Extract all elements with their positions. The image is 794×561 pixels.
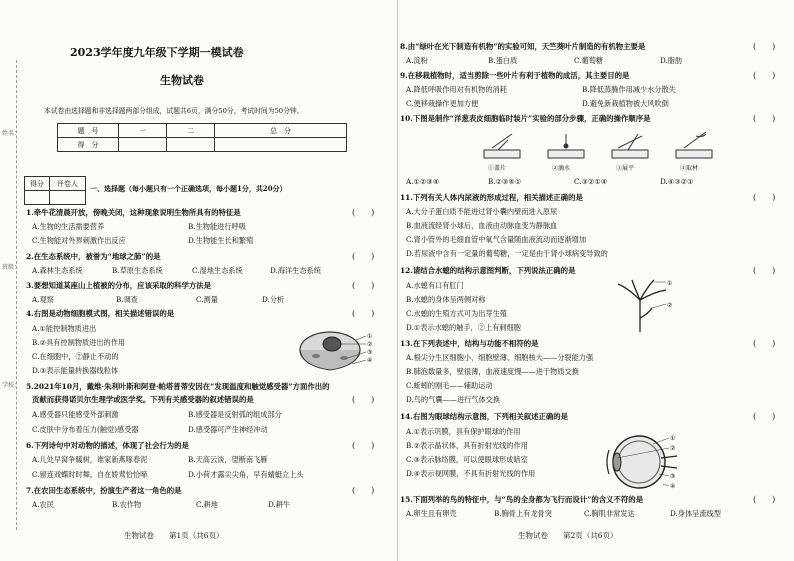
question-8-stem: 8.由“绿叶在光下制造有机物”的实验可知，天竺葵叶片制造的有机物主要是 (400, 42, 646, 51)
question-10-stem: 10.下图是制作“洋葱表皮细胞临时装片”实验的部分步骤，正确的操作顺序是 (400, 114, 651, 123)
answer-blank-12[interactable]: ( ) (753, 266, 776, 275)
score-header-total: 总 分 (215, 124, 347, 138)
score-cell-part1 (119, 138, 167, 152)
answer-blank-1[interactable]: ( ) (352, 208, 375, 217)
q4-option-d: D.③表示能量转换器线粒体 (32, 366, 119, 375)
q2-option-c: C.湿地生态系统 (192, 266, 243, 275)
q10-option-a: A.①②③④ (406, 177, 440, 186)
q6-option-d: D.小荷才露尖尖角，早有蜻蜓立上头 (188, 470, 304, 479)
q6-option-c: C.留连戏蝶时时舞，自在娇莺恰恰啼 (32, 470, 148, 479)
q4-option-b: B.②具有控制物质进出的作用 (32, 338, 126, 347)
q1-option-a: A.生物的生活需要营养 (32, 222, 105, 231)
q7-option-b: B.农作物 (112, 500, 142, 509)
eyeball-figure (603, 430, 683, 494)
q3-option-a: A.观察 (32, 295, 54, 304)
q5-option-c: C.皮肤中分布着压力(触觉)感受器 (32, 425, 139, 434)
question-13-stem: 13.在下列表述中，结构与功能不相符的是 (400, 339, 539, 348)
question-4-stem: 4.右图是动物细胞模式图，相关描述错误的是 (26, 309, 175, 318)
q11-option-b: B.血液流经肾小球后，血液由动脉血变为静脉血 (406, 221, 558, 230)
q7-option-a: A.农民 (32, 500, 54, 509)
question-3-stem: 3.要想知道某座山上植被的分布，应该采取的科学方法是 (26, 281, 212, 290)
question-1-stem: 1.牵牛花清晨开放，傍晚关闭，这种现象说明生物所具有的特征是 (26, 208, 241, 217)
q14-option-b: B.②表示晶状体，具有折射光线的作用 (406, 441, 528, 450)
cell-label-4: ④ (367, 357, 373, 364)
exam-page-2 (397, 0, 794, 561)
q12-option-d: D.①表示水螅的触手，②上有刺细胞 (406, 323, 521, 332)
side-label-name: 姓名： (2, 130, 21, 137)
q11-option-a: A.大分子蛋白质不能进过肾小囊内壁而进入原尿 (406, 207, 558, 216)
eye-label-1: ① (670, 435, 676, 442)
grader-score-label: 得分 (25, 177, 50, 191)
score-cell-part2 (167, 138, 215, 152)
q8-option-c: C.葡萄糖 (574, 56, 604, 65)
page-title: 2023学年度九年级下学期一模试卷 (70, 46, 244, 59)
section-title: 一、选择题（每小题只有一个正确选项，每小题1分，共20分） (90, 184, 287, 193)
answer-blank-8[interactable]: ( ) (753, 42, 776, 51)
cell-label-3: ③ (367, 349, 373, 356)
q4-option-a: A.①能控制物质进出 (32, 324, 97, 333)
score-cell-total (215, 138, 347, 152)
score-table (57, 123, 347, 152)
cell-label-1: ① (367, 333, 373, 340)
step-label-3: ③展平 (616, 165, 635, 172)
q3-option-b: B.调查 (116, 295, 138, 304)
q1-option-c: C.生物能对外界刺激作出反应 (32, 236, 126, 245)
binding-line (16, 60, 17, 530)
q1-option-d: D.生物能生长和繁殖 (188, 236, 254, 245)
q9-option-c: C.便移栽操作更加方便 (406, 99, 479, 108)
score-row-label: 得 分 (58, 138, 119, 152)
q15-option-d: D.身体呈流线型 (670, 509, 721, 518)
answer-blank-14[interactable]: ( ) (753, 412, 776, 421)
grader-box (24, 176, 86, 205)
question-14-stem: 14.右图为眼球结构示意图，下列相关叙述正确的是 (400, 412, 569, 421)
q11-option-d: D.若尿液中含有一定量的葡萄糖，一定是由于肾小球病变导致的 (406, 249, 608, 258)
q5-option-d: D.感受器可产生神经冲动 (188, 425, 268, 434)
q7-option-d: D.耕牛 (268, 500, 291, 509)
question-11-stem: 11.下列有关人体内尿液的形成过程，相关描述正确的是 (400, 193, 583, 202)
cell-label-2: ② (367, 341, 373, 348)
question-6-stem: 6.下列诗句中对动物的描述，体现了社会行为的是 (26, 441, 189, 450)
q11-option-c: C.肾小管外的毛细血管中氧气含量随血液流动而逐渐增加 (406, 235, 587, 244)
q12-option-b: B.水螅的身体呈两侧对称 (406, 295, 486, 304)
question-7-stem: 7.在农田生态系统中，扮演生产者这一角色的是 (26, 486, 182, 495)
q8-option-b: B.蛋白质 (488, 56, 518, 65)
hydra-figure (610, 278, 676, 334)
page-footer-1: 生物试卷 第1页（共6页） (124, 531, 224, 540)
q5-option-a: A.感受器只能感受外部刺激 (32, 410, 119, 419)
hydra-label-1: ① (667, 280, 673, 287)
page-subtitle: 生物试卷 (160, 74, 204, 87)
q7-option-c: C.耕地 (196, 500, 218, 509)
q13-option-c: C.蚯蚓的刚毛——辅助运动 (406, 381, 493, 390)
q2-option-a: A.森林生态系统 (32, 266, 83, 275)
q6-option-b: B.天高云淡，望断南飞雁 (188, 455, 268, 464)
q13-option-d: D.鸟的气囊——进行气体交换 (406, 395, 501, 404)
answer-blank-9[interactable]: ( ) (753, 71, 776, 80)
step-label-4: ④取材 (680, 165, 699, 172)
score-header-question: 题 号 (58, 124, 119, 138)
q14-option-d: D.④表示视网膜，不具有折射光线的作用 (406, 469, 536, 478)
q15-option-c: C.胸肌非常发达 (584, 509, 635, 518)
q8-option-d: D.脂肪 (660, 56, 683, 65)
q9-option-a: A.降低呼吸作用对有机物的消耗 (406, 85, 507, 94)
instructions: 本试卷由选择题和非选择题两部分组成，试题共6页，满分50分，考试时间为50分钟。 (44, 107, 304, 115)
question-5-stem: 5.2021年10月，戴维·朱利叶斯和阿登·帕塔普蒂安因在“发现温度和触觉感受器”方面作出的 (26, 382, 330, 391)
q9-option-d: D.避免新栽植物被大风吹倒 (582, 99, 669, 108)
eye-label-3: ③ (670, 473, 676, 480)
q5-option-b: B.感受器是反射弧的组成部分 (188, 410, 282, 419)
answer-blank-15[interactable]: ( ) (753, 495, 776, 504)
page-footer-2: 生物试卷 第2页（共6页） (518, 531, 618, 540)
q9-option-b: B.降低蒸腾作用减少水分散失 (582, 85, 676, 94)
q15-option-b: B.胸骨上有龙骨突 (494, 509, 552, 518)
answer-blank-13[interactable]: ( ) (753, 339, 776, 348)
q12-option-c: C.水螅的生殖方式可为出芽生殖 (406, 309, 507, 318)
answer-blank-6[interactable]: ( ) (352, 441, 375, 450)
q10-option-d: D.④③②① (660, 177, 694, 186)
eye-label-2: ② (670, 445, 676, 452)
hydra-label-2: ② (667, 302, 673, 309)
score-header-part2: 二 (167, 124, 215, 138)
animal-cell-figure (296, 322, 376, 378)
step-label-1: ①盖片 (488, 165, 507, 172)
q4-option-c: C.在细胞中，②静止不动的 (32, 352, 119, 361)
q3-option-d: D.分析 (262, 295, 285, 304)
question-2-stem: 2.在生态系统中，被誉为“地球之肺”的是 (26, 252, 161, 261)
q1-option-b: B.生物能进行呼吸 (188, 222, 246, 231)
q10-option-c: C.③②①④ (574, 177, 608, 186)
eye-label-4: ④ (670, 483, 676, 490)
answer-blank-4[interactable]: ( ) (352, 309, 375, 318)
q12-option-a: A.水螅有口有肛门 (406, 281, 464, 290)
q8-option-a: A.淀粉 (406, 56, 428, 65)
question-5-stem-line2: 贡献而获得诺贝尔生理学或医学奖。下列有关感受器的叙述错误的是 (32, 395, 254, 404)
answer-blank-11[interactable]: ( ) (753, 193, 776, 202)
q10-option-b: B.②③④① (488, 177, 522, 186)
q13-option-a: A.根尖分生区细胞小、细胞壁薄、细胞核大——分裂能力强 (406, 353, 594, 362)
answer-blank-2[interactable]: ( ) (352, 252, 375, 261)
answer-blank-5[interactable]: ( ) (352, 395, 375, 404)
question-9-stem: 9.在移栽植物时，适当剪除一些叶片有利于植物的成活，其主要目的是 (400, 71, 630, 80)
answer-blank-10[interactable]: ( ) (753, 114, 776, 123)
slide-steps-figure (478, 130, 738, 174)
q2-option-b: B.草原生态系统 (112, 266, 163, 275)
q13-option-b: B.肺泡数量多，壁很薄，血液速度慢——进于物质交换 (406, 367, 579, 376)
question-12-stem: 12.请结合水螅的结构示意图判断，下列说法正确的是 (400, 266, 576, 275)
side-label-school: 学校： (2, 382, 21, 389)
score-header-part1: 一 (119, 124, 167, 138)
q6-option-a: A.儿处早窝争暖树，谁家新燕啄春泥 (32, 455, 148, 464)
answer-blank-3[interactable]: ( ) (352, 281, 375, 290)
side-label-class: 班级： (2, 264, 21, 271)
q14-option-a: A.①表示巩膜，具有保护眼球的作用 (406, 427, 521, 436)
step-label-2: ②滴水 (552, 165, 571, 172)
q15-option-a: A.卵生且有卵壳 (406, 509, 457, 518)
q2-option-d: D.海洋生态系统 (270, 266, 321, 275)
question-15-stem: 15.下面列举的鸟的特征中，与“鸟的全身都为飞行而设计”的含义不符的是 (400, 495, 644, 504)
answer-blank-7[interactable]: ( ) (352, 486, 375, 495)
grader-name-label: 评卷人 (49, 177, 85, 191)
q14-option-c: C.③表示脉络膜，可以使眼球形成暗室 (406, 455, 528, 464)
q3-option-c: C.测量 (196, 295, 218, 304)
